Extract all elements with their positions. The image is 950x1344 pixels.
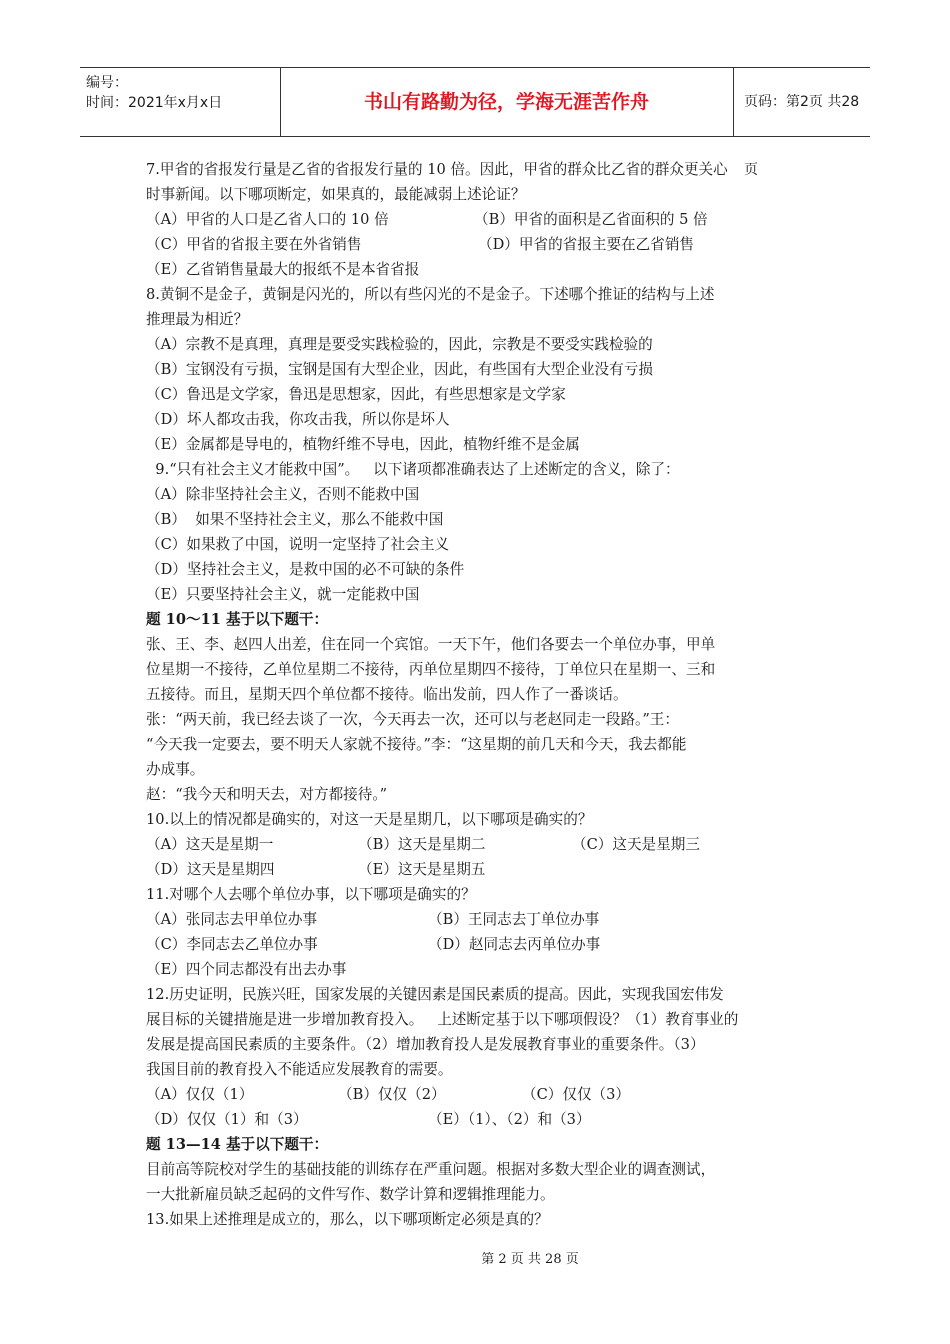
option-row [146,1107,811,1132]
text-line: 张、王、李、赵四人出差，住在同一个宾馆。一天下午，他们各要去一个单位办事，甲单 [146,636,716,653]
option: （B）这天是星期二 [358,836,486,853]
option-row [146,907,811,932]
option: （C）仅仅（3） [522,1086,631,1103]
text-line: 目前高等院校对学生的基础技能的训练存在严重问题。根据对多数大型企业的调查测试， [146,1161,716,1178]
option: （A）除非坚持社会主义，否则不能救中国 [146,486,420,503]
text-line: 展目标的关键措施是进一步增加教育投入。 上述断定基于以下哪项假设？（1）教育事业的 [146,1011,739,1028]
text-line: 五接待。而且，星期天四个单位都不接待。临出发前，四人作了一番谈话。 [146,686,628,703]
option: （D）这天是星期四 [146,861,275,878]
option-row [146,207,811,232]
section-title: 题 10～11 基于以下题干： [146,611,329,628]
option-row [146,857,811,882]
option: （C）李同志去乙单位办事 [146,936,318,953]
text-line: 12.历史证明，民族兴旺，国家发展的关键因素是国民素质的提高。因此，实现我国宏伟发 [146,986,724,1003]
text-line: 13.如果上述推理是成立的，那么，以下哪项断定必须是真的？ [146,1211,549,1228]
text-line: 张：“两天前，我已经去谈了一次，今天再去一次，还可以与老赵同走一段路。”王： [146,711,679,728]
option: （B）宝钢没有亏损，宝钢是国有大型企业，因此，有些国有大型企业没有亏损 [146,361,653,378]
section-title: 题 13—14 基于以下题干： [146,1136,329,1153]
motto: 书山有路勤为径，学海无涯苦作舟 [280,68,734,136]
option: （E）金属都是导电的，植物纤维不导电，因此，植物纤维不是金属 [146,436,580,453]
text-line: 10.以上的情况都是确实的，对这一天是星期几，以下哪项是确实的？ [146,811,593,828]
text-line: 位星期一不接待，乙单位星期二不接待，丙单位星期四不接待，丁单位只在星期一、三和 [146,661,716,678]
document-body [146,157,811,1232]
option: （C）鲁迅是文学家，鲁迅是思想家，因此，有些思想家是文学家 [146,386,566,403]
option: （A）张同志去甲单位办事 [146,911,318,928]
option: （D）坚持社会主义，是救中国的必不可缺的条件 [146,561,465,578]
text-line: 7.甲省的省报发行量是乙省的省报发行量的 10 倍。因此，甲省的群众比乙省的群众更关心 [146,161,728,178]
option: （E）只要坚持社会主义，就一定能救中国 [146,586,420,603]
option: （E）（1）、（2）和（3） [428,1111,591,1128]
option: （C）这天是星期三 [572,836,700,853]
option-row [146,232,811,257]
text-line: 9.“只有社会主义才能救中国”。 以下诸项都准确表达了上述断定的含义，除了： [146,461,680,478]
option: （C）如果救了中国，说明一定坚持了社会主义 [146,536,450,553]
option: （A）甲省的人口是乙省人口的 10 倍 [146,211,389,228]
text-line: 时事新闻。以下哪项断定，如果真的，最能减弱上述论证？ [146,186,526,203]
option: （B） 如果不坚持社会主义，那么不能救中国 [146,511,444,528]
code-label: 编号： [86,75,128,91]
option: （E）这天是星期五 [358,861,486,878]
option-row [146,932,811,957]
header-meta [80,68,281,136]
option: （D）坏人都攻击我，你攻击我，所以你是坏人 [146,411,450,428]
option: （B）甲省的面积是乙省面积的 5 倍 [474,211,708,228]
text-line: 11.对哪个人去哪个单位办事，以下哪项是确实的？ [146,886,476,903]
time-label: 时间：2021年x月x日 [86,95,223,111]
text-line: 推理最为相近？ [146,311,249,328]
text-line: 我国目前的教育投入不能适应发展教育的需要。 [146,1061,453,1078]
option-row [146,832,811,857]
option: （D）甲省的省报主要在乙省销售 [478,236,695,253]
option: （D）仅仅（1）和（3） [146,1111,308,1128]
text-line: 发展是提高国民素质的主要条件。（2）增加教育投人是发展教育事业的重要条件。（3） [146,1036,705,1053]
option: （A）宗教不是真理，真理是要受实践检验的，因此，宗教是不要受实践检验的 [146,336,653,353]
text-line: 8.黄铜不是金子，黄铜是闪光的，所以有些闪光的不是金子。下述哪个推证的结构与上述 [146,286,715,303]
option: （B）仅仅（2） [338,1086,446,1103]
page-footer: 第 2 页 共 28 页 [481,1252,579,1267]
page-info: 页码：第2页 共28页 [744,94,860,178]
option: （B）王同志去丁单位办事 [428,911,600,928]
option: （E）乙省销售量最大的报纸不是本省省报 [146,261,420,278]
option: （E）四个同志都没有出去办事 [146,961,347,978]
text-line: 一大批新雇员缺乏起码的文件写作、数学计算和逻辑推理能力。 [146,1186,555,1203]
text-line: 赵：“我今天和明天去，对方都接待。” [146,786,388,803]
text-line: 办成事。 [146,761,205,778]
option: （D）赵同志去丙单位办事 [428,936,601,953]
option: （A）这天是星期一 [146,836,274,853]
option: （C）甲省的省报主要在外省销售 [146,236,362,253]
option: （A）仅仅（1） [146,1086,254,1103]
text-line: “今天我一定要去，要不明天人家就不接待。”李：“这星期的前几天和今天，我去都能 [146,736,687,753]
option-row [146,1082,811,1107]
